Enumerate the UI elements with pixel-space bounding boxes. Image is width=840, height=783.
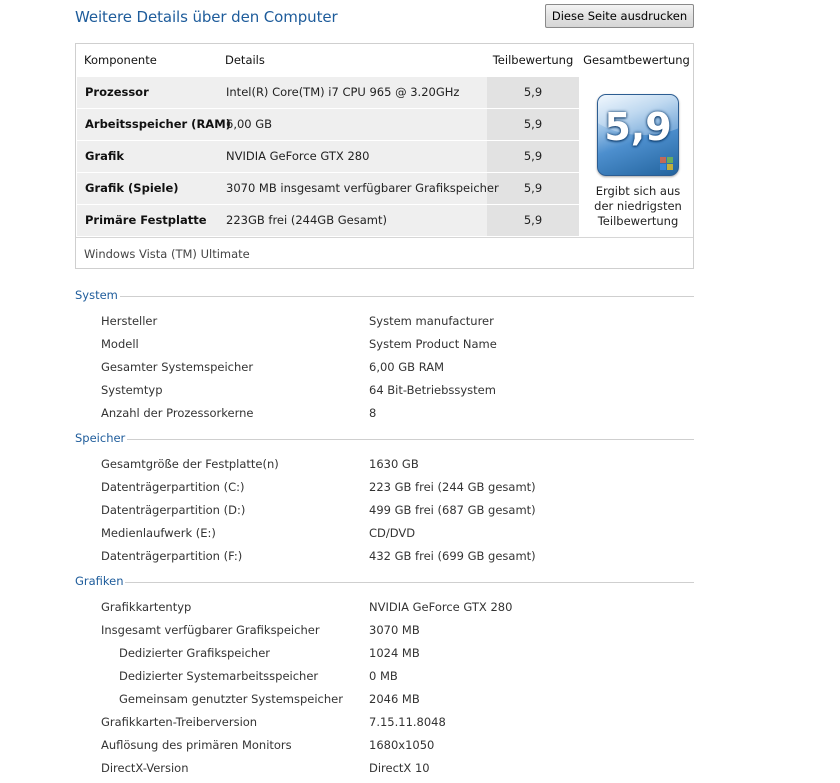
component-subscore: 5,9 <box>523 149 543 163</box>
property-value: 1630 GB <box>369 457 419 471</box>
property-label: Gesamtgröße der Festplatte(n) <box>101 457 279 471</box>
component-details: NVIDIA GeForce GTX 280 <box>226 149 370 163</box>
property-value: 6,00 GB RAM <box>369 360 445 374</box>
base-score-note: Ergibt sich aus der niedrigsten Teilbewertung <box>594 184 682 228</box>
column-header-basescore: Gesamtbewertung <box>583 53 690 67</box>
column-header-component: Komponente <box>84 53 157 67</box>
component-subscore: 5,9 <box>523 85 543 99</box>
property-label: Datenträgerpartition (D:) <box>101 503 246 517</box>
property-value: 499 GB frei (687 GB gesamt) <box>369 503 536 517</box>
property-label: Anzahl der Prozessorkerne <box>101 406 254 420</box>
component-name: Grafik <box>85 149 125 163</box>
property-value: 3070 MB <box>369 623 420 637</box>
windows-score-badge-icon <box>597 94 679 176</box>
property-label: Dedizierter Systemarbeitsspeicher <box>119 669 319 683</box>
section-divider <box>127 439 694 440</box>
property-label: Systemtyp <box>101 383 163 397</box>
property-value: CD/DVD <box>369 526 416 540</box>
component-name: Grafik (Spiele) <box>85 181 179 195</box>
property-label: Medienlaufwerk (E:) <box>101 526 216 540</box>
component-details: 3070 MB insgesamt verfügbarer Grafikspeicher <box>226 181 499 195</box>
score-row-graphics <box>77 141 579 172</box>
component-subscore: 5,9 <box>523 181 543 195</box>
page-title: Weitere Details über den Computer <box>75 8 338 26</box>
component-details: Intel(R) Core(TM) i7 CPU 965 @ 3.20GHz <box>226 85 460 99</box>
section-title-system: System <box>75 288 118 302</box>
property-value: NVIDIA GeForce GTX 280 <box>369 600 513 614</box>
property-label: Auflösung des primären Monitors <box>101 738 292 752</box>
property-value: System manufacturer <box>369 314 494 328</box>
property-label: Gesamter Systemspeicher <box>101 360 254 374</box>
component-subscore: 5,9 <box>523 213 543 227</box>
score-row-gaming-graphics <box>77 173 579 204</box>
component-details: 223GB frei (244GB Gesamt) <box>226 213 387 227</box>
score-row-hard-disk <box>77 205 579 236</box>
component-subscore: 5,9 <box>523 117 543 131</box>
property-label: Hersteller <box>101 314 158 328</box>
property-value: 8 <box>369 406 377 420</box>
property-value: System Product Name <box>369 337 497 351</box>
property-label: DirectX-Version <box>101 761 189 775</box>
property-value: 7.15.11.8048 <box>369 715 446 729</box>
component-name: Prozessor <box>85 85 149 99</box>
property-label: Insgesamt verfügbarer Grafikspeicher <box>101 623 320 637</box>
component-name: Primäre Festplatte <box>85 213 207 227</box>
os-edition: Windows Vista (TM) Ultimate <box>76 237 693 270</box>
property-value: 2046 MB <box>369 692 420 706</box>
property-value: 432 GB frei (699 GB gesamt) <box>369 549 536 563</box>
property-value: 1024 MB <box>369 646 420 660</box>
column-header-subscore: Teilbewertung <box>492 53 574 67</box>
property-value: 1680x1050 <box>369 738 435 752</box>
section-title-storage: Speicher <box>75 431 126 445</box>
print-page-button[interactable]: Diese Seite ausdrucken <box>545 4 694 28</box>
property-label: Gemeinsam genutzter Systemspeicher <box>119 692 343 706</box>
property-label: Datenträgerpartition (F:) <box>101 549 243 563</box>
property-value: 0 MB <box>369 669 398 683</box>
base-score-value: 5,9 <box>604 105 672 149</box>
component-details: 6,00 GB <box>226 117 273 131</box>
score-table <box>75 43 694 269</box>
component-name: Arbeitsspeicher (RAM) <box>85 117 231 131</box>
property-label: Datenträgerpartition (C:) <box>101 480 245 494</box>
section-title-graphics: Grafiken <box>75 574 124 588</box>
property-label: Dedizierter Grafikspeicher <box>119 646 270 660</box>
section-divider <box>125 582 694 583</box>
property-label: Grafikkarten-Treiberversion <box>101 715 258 729</box>
column-header-details: Details <box>225 53 265 67</box>
windows-flag-icon <box>660 157 674 171</box>
property-label: Modell <box>101 337 139 351</box>
score-row-processor <box>77 77 579 108</box>
property-label: Grafikkartentyp <box>101 600 192 614</box>
score-row-memory <box>77 109 579 140</box>
section-divider <box>120 296 694 297</box>
property-value: 223 GB frei (244 GB gesamt) <box>369 480 536 494</box>
property-value: 64 Bit-Betriebssystem <box>369 383 496 397</box>
property-value: DirectX 10 <box>369 761 430 775</box>
